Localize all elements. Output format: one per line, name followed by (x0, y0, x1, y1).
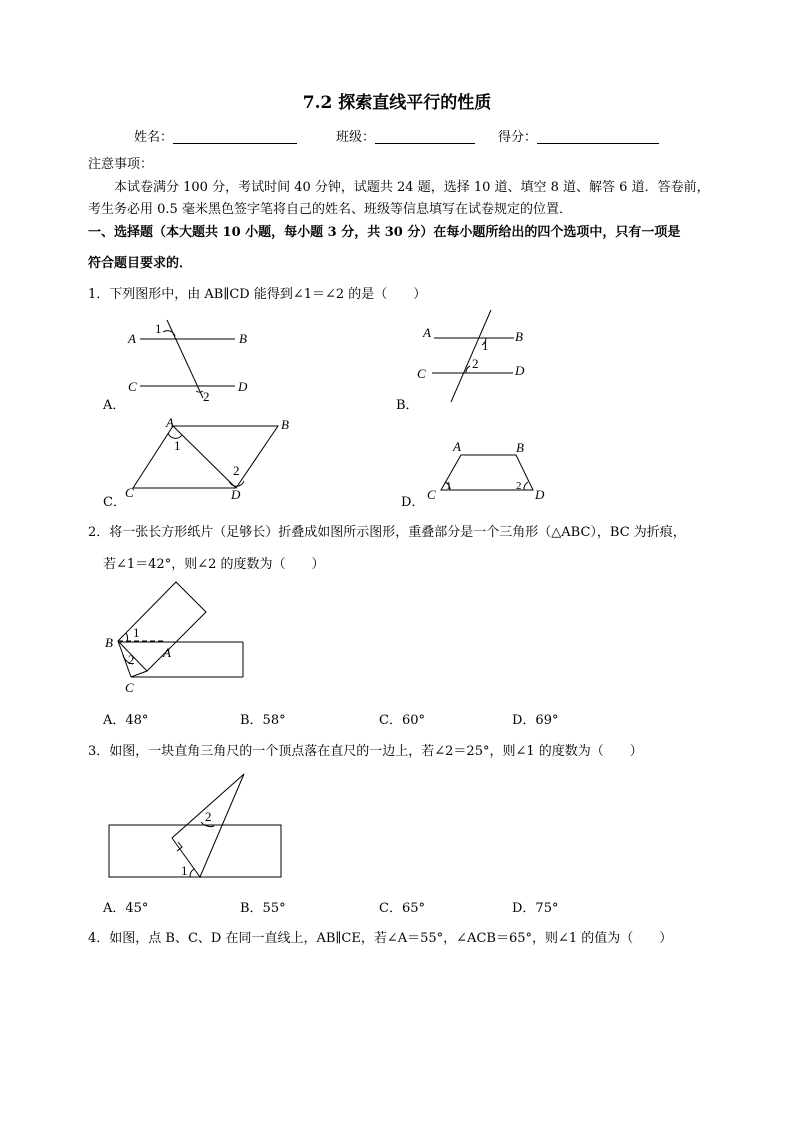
q1a-label-B: B (239, 331, 247, 346)
q3-label-2: 2 (205, 809, 212, 824)
q3-option-c[interactable]: C．65° (379, 901, 425, 916)
q1d-label-D: D (535, 487, 545, 502)
score-label: 得分： (498, 130, 538, 145)
q1c-label-C: C (125, 485, 134, 500)
q1c-label-D: D (231, 487, 241, 502)
q1d-label-1: 1 (446, 480, 452, 492)
q1b-label-C: C (417, 366, 426, 381)
q2-label-B: B (105, 635, 113, 650)
class-label: 班级： (336, 130, 376, 145)
q1d-label-A: A (453, 439, 461, 454)
q1a-label-1: 1 (155, 321, 162, 336)
q2-option-a[interactable]: A．48° (103, 713, 149, 728)
q2-label-2: 2 (128, 652, 135, 667)
q1-stem: 1．下列图形中，由 AB∥CD 能得到∠1＝∠2 的是（ ） (88, 287, 427, 302)
q2-option-c[interactable]: C．60° (379, 713, 425, 728)
q2-label-1: 1 (133, 625, 140, 640)
name-label: 姓名： (134, 130, 174, 145)
section-1-heading-cont: 符合题目要求的． (88, 256, 193, 271)
q2-stem-1: 2．将一张长方形纸片（足够长）折叠成如图所示图形，重叠部分是一个三角形（△ABC），BC 为折痕， (88, 525, 686, 540)
q2-option-d[interactable]: D．69° (512, 713, 559, 728)
q1a-label-2: 2 (203, 389, 210, 404)
q1b-label-B: B (515, 329, 523, 344)
q2-label-A: A (163, 645, 171, 660)
q1a-label-C: C (128, 379, 137, 394)
q1b-label-1: 1 (482, 338, 489, 353)
q1-option-b[interactable]: B． (396, 398, 419, 413)
notice-line-1: 本试卷满分 100 分，考试时间 40 分钟，试题共 24 题，选择 10 道、填空 8 道、解答 6 道．答卷前， (114, 180, 710, 195)
q3-figure (109, 774, 281, 877)
q1c-label-A: A (166, 415, 174, 430)
q1a-label-A: A (128, 331, 136, 346)
q1a-label-D: D (238, 379, 248, 394)
notice-line-2: 考生务必用 0.5 毫米黑色签字笔将自己的姓名、班级等信息填写在试卷规定的位置． (88, 202, 572, 217)
q1c-label-2: 2 (233, 463, 240, 478)
q3-stem: 3．如图，一块直角三角尺的一个顶点落在直尺的一边上，若∠2＝25°，则∠1 的度数为（ ） (88, 744, 643, 759)
q1d-label-C: C (427, 487, 436, 502)
section-1-heading: 一、选择题（本大题共 10 小题，每小题 3 分，共 30 分）在每小题所给出的四个选项中，只有一项是 (88, 225, 681, 240)
q1-option-d[interactable]: D． (401, 495, 425, 510)
q1-option-c[interactable]: C． (103, 495, 126, 510)
q1b-label-A: A (423, 325, 431, 340)
q1d-label-2: 2 (516, 480, 522, 492)
q4-stem: 4．如图，点 B、C、D 在同一直线上，AB∥CE，若∠A＝55°，∠ACB＝65°，则∠1 的值为（ ） (88, 931, 673, 946)
q3-option-a[interactable]: A．45° (103, 901, 149, 916)
q3-option-b[interactable]: B．55° (240, 901, 286, 916)
q3-option-d[interactable]: D．75° (512, 901, 559, 916)
q2-label-C: C (125, 680, 134, 695)
q1d-label-B: B (516, 440, 524, 455)
q3-label-1: 1 (181, 863, 188, 878)
q1c-label-B: B (281, 417, 289, 432)
q1-figure-c (133, 426, 278, 488)
page-title: 7.2 探索直线平行的性质 (302, 93, 492, 113)
q1b-label-D: D (515, 363, 525, 378)
q1c-label-1: 1 (174, 438, 181, 453)
notice-heading: 注意事项： (88, 157, 154, 172)
q1b-label-2: 2 (472, 356, 479, 371)
q1-option-a[interactable]: A． (103, 398, 126, 413)
q2-stem-2: 若∠1＝42°，则∠2 的度数为（ ） (103, 557, 325, 572)
q2-option-b[interactable]: B．58° (240, 713, 286, 728)
